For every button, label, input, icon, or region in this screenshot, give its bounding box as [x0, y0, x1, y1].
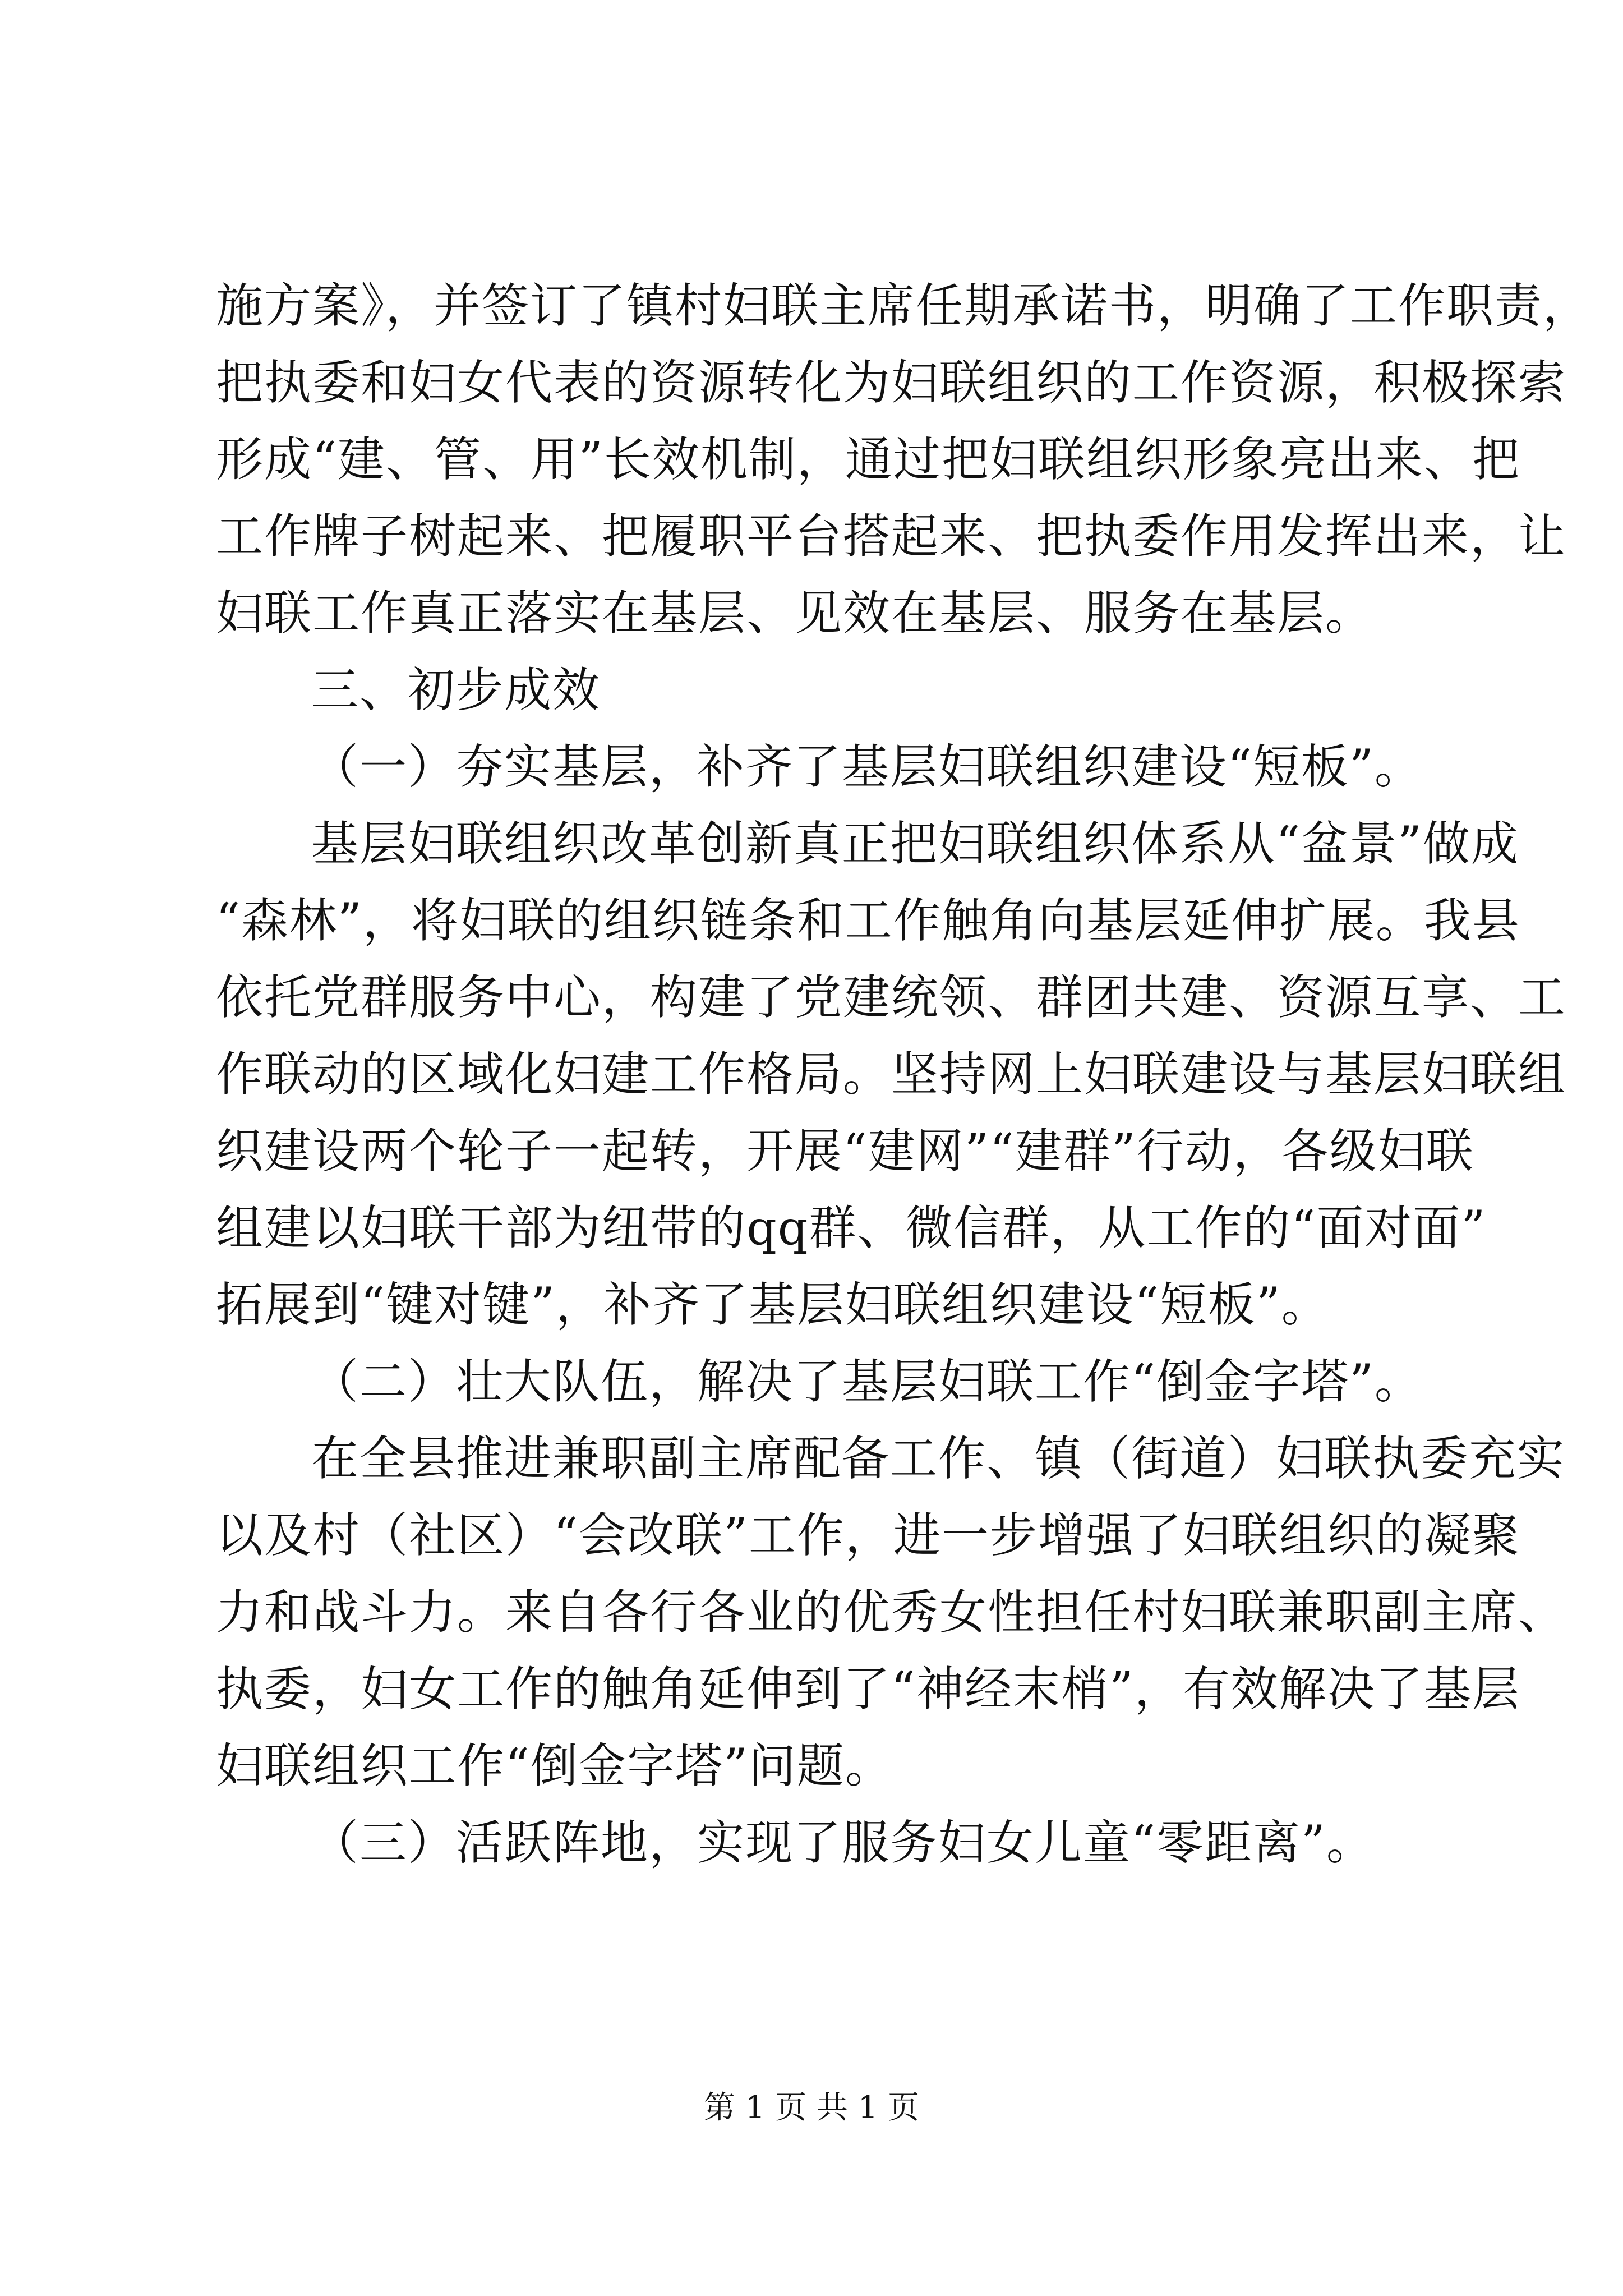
body-line-16: 在全县推进兼职副主席配备工作、镇（街道）妇联执委充实 [311, 1431, 1566, 1486]
body-line-13: 组建以妇联干部为纽带的qq群、微信群，从工作的“面对面” [216, 1200, 1487, 1255]
subheading-3: （三）活跃阵地，实现了服务妇女儿童“零距离”。 [311, 1815, 1375, 1870]
body-line-12: 织建设两个轮子一起转，开展“建网”“建群”行动，各级妇联 [216, 1124, 1474, 1179]
body-line-9: “森林”，将妇联的组织链条和工作触角向基层延伸扩展。我县 [216, 893, 1520, 948]
body-line-11: 作联动的区域化妇建工作格局。坚持网上妇联建设与基层妇联组 [216, 1047, 1567, 1102]
body-line-17: 以及村（社区）“会改联”工作，进一步增强了妇联组织的凝聚 [216, 1508, 1520, 1563]
subheading-2: （二）壮大队伍，解决了基层妇联工作“倒金字塔”。 [311, 1354, 1423, 1409]
subheading-1: （一）夯实基层，补齐了基层妇联组织建设“短板”。 [311, 739, 1423, 794]
body-line-8: 基层妇联组织改革创新真正把妇联组织体系从“盆景”做成 [311, 816, 1519, 871]
body-line-3: 形成“建、管、用”长效机制，通过把妇联组织形象亮出来、把 [216, 432, 1520, 487]
body-line-14: 拓展到“键对键”，补齐了基层妇联组织建设“短板”。 [216, 1277, 1330, 1332]
body-line-4: 工作牌子树起来、把履职平台搭起来、把执委作用发挥出来，让 [216, 509, 1567, 564]
body-line-18: 力和战斗力。来自各行各业的优秀女性担任村妇联兼职副主席、 [216, 1585, 1567, 1640]
body-line-10: 依托党群服务中心，构建了党建统领、群团共建、资源互享、工 [216, 970, 1567, 1025]
body-line-19: 执委，妇女工作的触角延伸到了“神经末梢”，有效解决了基层 [216, 1662, 1520, 1717]
page-footer: 第 1 页 共 1 页 [703, 2090, 920, 2126]
body-line-2: 把执委和妇女代表的资源转化为妇联组织的工作资源，积极探索 [216, 355, 1567, 410]
body-line-20: 妇联组织工作“倒金字塔”问题。 [216, 1738, 893, 1793]
body-line-1: 施方案》，并签订了镇村妇联主席任期承诺书，明确了工作职责， [216, 278, 1592, 333]
section-heading: 三、初步成效 [311, 662, 601, 717]
body-line-5: 妇联工作真正落实在基层、见效在基层、服务在基层。 [216, 586, 1374, 641]
